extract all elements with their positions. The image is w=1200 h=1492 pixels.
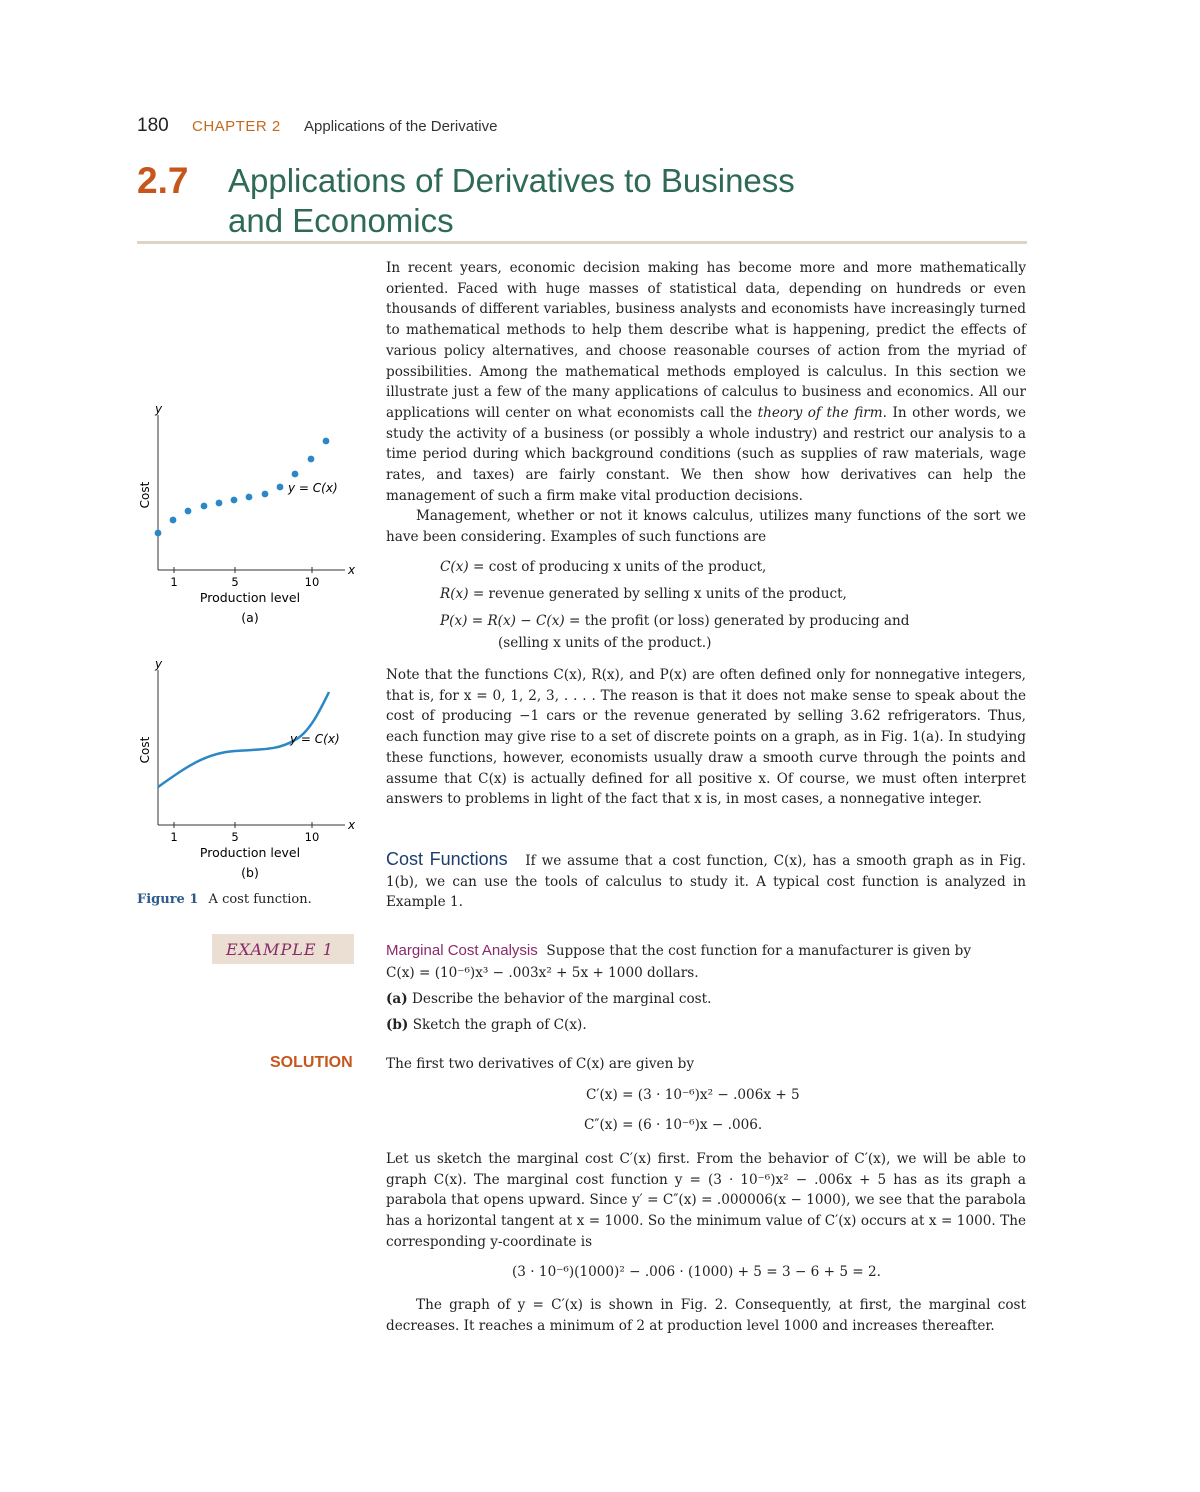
section-number: 2.7 bbox=[137, 160, 189, 201]
tick-label-1: 1 bbox=[170, 575, 178, 589]
cost-point-8 bbox=[262, 491, 269, 498]
tick-label-1: 1 bbox=[170, 830, 178, 844]
title-rule bbox=[137, 241, 1027, 244]
example-statement-text: Suppose that the cost function for a manufacturer is given by bbox=[546, 943, 972, 959]
figure-caption bbox=[137, 892, 312, 907]
cost-functions-heading: Cost Functions bbox=[386, 849, 508, 869]
example-function: C(x) = (10⁻⁶)x³ − .003x² + 5x + 1000 dollars. bbox=[386, 965, 699, 981]
cost-point-11 bbox=[308, 456, 315, 463]
page-number: 180 bbox=[137, 115, 169, 136]
def-profit-lhs: P(x) = R(x) − C(x) bbox=[440, 613, 565, 629]
example-label: EXAMPLE 1 bbox=[226, 940, 334, 959]
note-paragraph: Note that the functions C(x), R(x), and P(x) are often defined only for nonnegative integers, that is, for x = 0, 1, 2, 3, . . . . The reason is that it does not make sense to speak about the cost of producing −1 cars or the revenue generated by selling 3.62 refrigerators. Thus, each function may give rise to a set of discrete points on a graph, as in Fig. 1(a). In studying these functions, however, economists usually draw a smooth curve through the points and assume that C(x) is actually defined for all positive x. Of course, we must often interpret answers to problems in light of the fact that x is, in most cases, a nonnegative integer. bbox=[386, 667, 1026, 808]
part-b-tag: (b) bbox=[386, 1017, 409, 1033]
def-revenue-lhs: R(x) bbox=[440, 586, 469, 602]
section-title bbox=[228, 161, 988, 241]
cost-label: Cost bbox=[138, 481, 152, 509]
def-cost-rhs: = cost of producing x units of the product, bbox=[468, 559, 767, 575]
part-a-text: Describe the behavior of the marginal cost. bbox=[412, 991, 712, 1007]
panel-tag: (b) bbox=[241, 865, 259, 880]
section-title-line2: and Economics bbox=[228, 202, 454, 239]
figure-1a bbox=[130, 395, 370, 630]
cost-point-1 bbox=[155, 530, 162, 537]
tick-label-5: 5 bbox=[231, 830, 239, 844]
section-title-line1: Applications of Derivatives to Business bbox=[228, 162, 795, 199]
def-profit-cont: (selling x units of the product.) bbox=[498, 635, 712, 651]
solution-final: The graph of y = C′(x) is shown in Fig. 2. Consequently, at first, the marginal cost decreases. It reaches a minimum of 2 at production level 1000 and increases thereafter. bbox=[386, 1297, 1026, 1334]
x-axis-label: x bbox=[348, 563, 356, 577]
def-revenue bbox=[440, 586, 847, 602]
solution-paragraph: Let us sketch the marginal cost C′(x) first. From the behavior of C′(x), we will be able to graph C(x). The marginal cost function y = (3 · 10⁻⁶)x² − .006x + 5 has as its graph a parabola that opens upward. Since y′ = C″(x) = .000006(x − 1000), we see that the parabola has a horizontal tangent at x = 1000. So the minimum value of C′(x) occurs at x = 1000. The corresponding y-coordinate is bbox=[386, 1151, 1026, 1250]
y-axis-label: y bbox=[155, 402, 163, 416]
derivative-1: C′(x) = (3 · 10⁻⁶)x² − .006x + 5 bbox=[586, 1087, 800, 1103]
x-title: Production level bbox=[199, 590, 301, 605]
def-revenue-rhs: = revenue generated by selling x units of the product, bbox=[468, 586, 847, 602]
x-axis-label: x bbox=[348, 818, 356, 832]
example-part-a bbox=[386, 991, 711, 1007]
cost-functions-text: If we assume that a cost function, C(x), has a smooth graph as in Fig. 1(b), we can use the tools of calculus to study it. A typical cost function is analyzed in Example 1. bbox=[386, 853, 1026, 911]
cost-point-5 bbox=[216, 500, 223, 507]
cost-point-6 bbox=[231, 497, 238, 504]
example-part-b bbox=[386, 1017, 587, 1033]
intro-text-b: . In other words, we study the activity of a business (or possibly a whole industry) and restrict our analysis to a time period during which background conditions (such as supplies of raw materials, wage rates, and taxes) are fairly constant. We then show how derivatives can help the management of such a firm make vital production decisions. bbox=[386, 404, 1026, 504]
example-title: Marginal Cost Analysis bbox=[386, 942, 538, 959]
cost-point-3 bbox=[185, 508, 192, 515]
curve-label: y = C(x) bbox=[290, 732, 340, 746]
figure-number: Figure 1 bbox=[137, 892, 199, 907]
minimum-calculation: (3 · 10⁻⁶)(1000)² − .006 · (1000) + 5 = 3 − 6 + 5 = 2. bbox=[512, 1264, 881, 1280]
example-statement bbox=[386, 941, 1026, 962]
figure-caption-text: A cost function. bbox=[208, 892, 312, 907]
panel-tag: (a) bbox=[241, 610, 259, 625]
cost-functions-paragraph bbox=[386, 849, 1026, 913]
cost-point-2 bbox=[170, 517, 177, 524]
intro-paragraph-2: Management, whether or not it knows calculus, utilizes many functions of the sort we have been considering. Examples of such functions are bbox=[386, 508, 1026, 545]
cost-point-7 bbox=[246, 494, 253, 501]
tick-label-5: 5 bbox=[231, 575, 239, 589]
theory-of-the-firm: theory of the firm bbox=[757, 404, 883, 421]
part-a-tag: (a) bbox=[386, 991, 408, 1007]
figure-1b bbox=[130, 650, 370, 885]
part-b-text: Sketch the graph of C(x). bbox=[412, 1017, 587, 1033]
curve-label: y = C(x) bbox=[288, 481, 338, 495]
cost-point-12 bbox=[323, 438, 330, 445]
cost-point-4 bbox=[201, 503, 208, 510]
def-profit bbox=[440, 613, 909, 629]
tick-label-10: 10 bbox=[304, 575, 320, 589]
intro-paragraph-1 bbox=[386, 258, 1026, 506]
intro-text-a: In recent years, economic decision making has become more and more mathematically oriented. Faced with huge masses of statistical data, depending on hundreds or even thousands of different variables, business analysts and economists have increasingly turned to mathematical methods to help them describe what is happening, predict the effects of various policy alternatives, and choose reasonable courses of action from the myriad of possibilities. Among the mathematical methods employed is calculus. In this section we illustrate just a few of the many applications of calculus to business and economics. All our applications will center on what economists call the bbox=[386, 260, 1026, 421]
def-profit-rhs: = the profit (or loss) generated by producing and bbox=[564, 613, 910, 629]
chapter-title: Applications of the Derivative bbox=[304, 118, 498, 135]
derivative-2: C″(x) = (6 · 10⁻⁶)x − .006. bbox=[584, 1117, 763, 1133]
cost-point-9 bbox=[277, 484, 284, 491]
cost-label: Cost bbox=[138, 736, 152, 764]
chapter-label: CHAPTER 2 bbox=[192, 118, 281, 135]
def-cost bbox=[440, 559, 766, 575]
y-axis-label: y bbox=[155, 657, 163, 671]
cost-point-10 bbox=[292, 471, 299, 478]
def-cost-lhs: C(x) bbox=[440, 559, 469, 575]
solution-label: SOLUTION bbox=[270, 1054, 353, 1071]
tick-label-10: 10 bbox=[304, 830, 320, 844]
solution-intro: The first two derivatives of C(x) are given by bbox=[386, 1056, 695, 1072]
x-title: Production level bbox=[199, 845, 301, 860]
